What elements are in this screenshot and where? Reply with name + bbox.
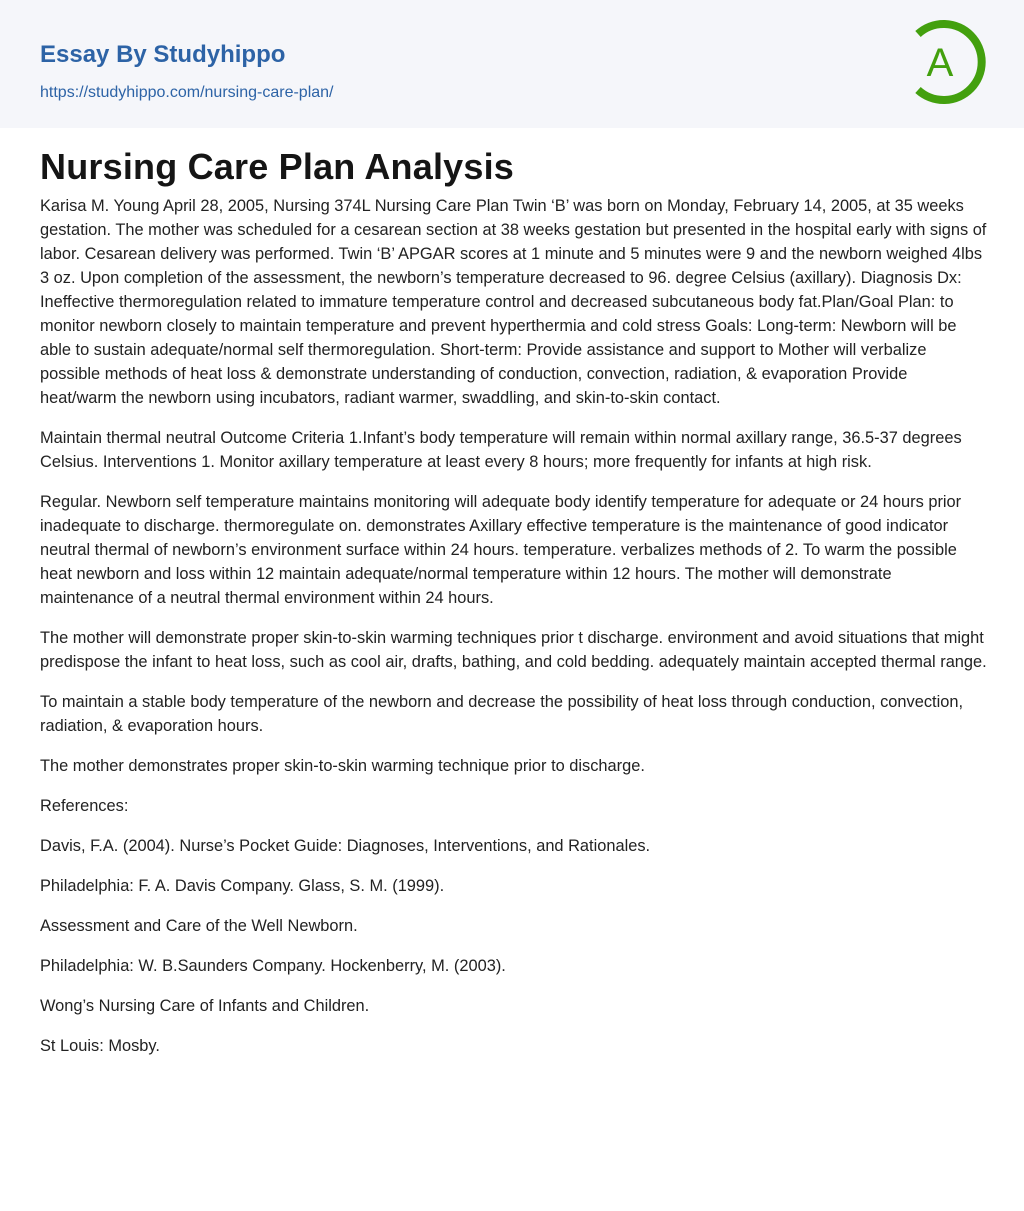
paragraph: Regular. Newborn self temperature maintains monitoring will adequate body identify temperature for adequate or 24 hours prior inadequate to discharge. thermoregulate on. demonstrates Axillary effective temperature is the maintenance of good indicator neutral thermal of newborn’s environment surface within 24 hours. temperature. verbalizes methods of 2. To warm the possible heat newborn and loss within 12 maintain adequate/normal temperature within 12 hours. The mother will demonstrate maintenance of a neutral thermal environment within 24 hours.: [40, 493, 962, 607]
reference-item: St Louis: Mosby.: [40, 1037, 160, 1055]
brand-title: Essay By Studyhippo: [40, 41, 286, 68]
essay-url-link[interactable]: https://studyhippo.com/nursing-care-plan/: [40, 84, 334, 101]
reference-item: Wong’s Nursing Care of Infants and Children.: [40, 997, 370, 1015]
site-header: [0, 0, 1024, 128]
reference-item: Philadelphia: F. A. Davis Company. Glass, S. M. (1999).: [40, 877, 445, 895]
reference-item: Philadelphia: W. B.Saunders Company. Hockenberry, M. (2003).: [40, 957, 506, 975]
reference-item: Davis, F.A. (2004). Nurse’s Pocket Guide: Diagnoses, Interventions, and Rationales.: [40, 837, 651, 855]
page-title: Nursing Care Plan Analysis: [40, 146, 515, 187]
svg-text:A: A: [926, 41, 954, 85]
paragraph: The mother demonstrates proper skin-to-skin warming technique prior to discharge.: [40, 757, 645, 775]
paragraph: The mother will demonstrate proper skin-to-skin warming techniques prior t discharge. environment and avoid situations that might predispose the infant to heat loss, such as cool air, drafts, bathing, and cold bedding. adequately maintain accepted thermal range.: [40, 629, 987, 671]
paragraph: Maintain thermal neutral Outcome Criteria 1.Infant’s body temperature will remain within normal axillary range, 36.5-37 degrees Celsius. Interventions 1. Monitor axillary temperature at least every 8 hours; more frequently for infants at high risk.: [40, 429, 962, 471]
paragraph: Karisa M. Young April 28, 2005, Nursing 374L Nursing Care Plan Twin ‘B’ was born on Monday, February 14, 2005, at 35 weeks gestation. The mother was scheduled for a cesarean section at 38 weeks gestation but presented in the hospital early with signs of labor. Cesarean delivery was performed. Twin ‘B’ APGAR scores at 1 minute and 5 minutes were 9 and the newborn weighed 4lbs 3 oz. Upon completion of the assessment, the newborn’s temperature decreased to 96. degree Celsius (axillary). Diagnosis Dx: Ineffective thermoregulation related to immature temperature control and decreased subcutaneous body fat.Plan/Goal Plan: to monitor newborn closely to maintain temperature and prevent hyperthermia and cold stress Goals: Long-term: Newborn will be able to sustain adequate/normal self thermoregulation. Short-term: Provide assistance and support to Mother will verbalize possible methods of heat loss & demonstrate understanding of conduction, convection, radiation, & evaporation Provide heat/warm the newborn using incubators, radiant warmer, swaddling, and skin-to-skin contact.: [40, 197, 987, 407]
references-heading: References:: [40, 797, 129, 815]
essay-body: [40, 194, 988, 1074]
studyhippo-logo-icon[interactable]: [908, 18, 988, 106]
paragraph: To maintain a stable body temperature of the newborn and decrease the possibility of heat loss through conduction, convection, radiation, & evaporation hours.: [40, 693, 963, 735]
reference-item: Assessment and Care of the Well Newborn.: [40, 917, 358, 935]
